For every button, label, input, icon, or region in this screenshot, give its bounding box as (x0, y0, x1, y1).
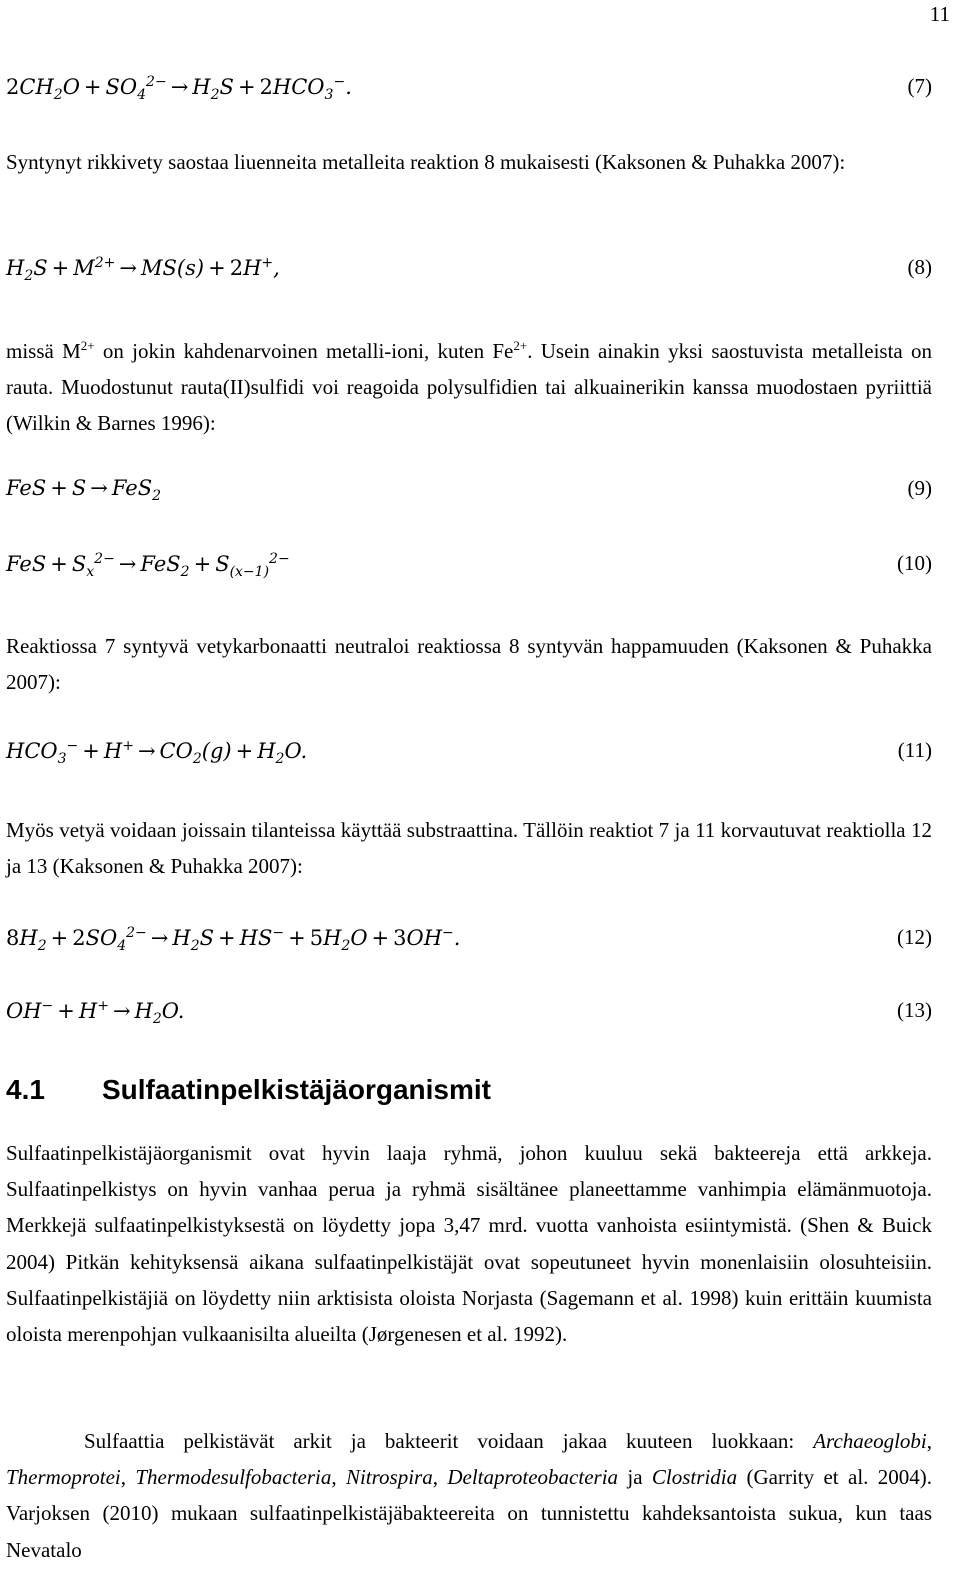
equation-9-formula: FeS + S → FeS$_2$ (6, 476, 162, 505)
equation-10-number: (10) (897, 551, 932, 575)
paragraph-2 (6, 328, 932, 442)
paragraph-6-text-a: Sulfaattia pelkistävät arkit ja bakteerit voidaan jakaa kuuteen luokkaan: (84, 1429, 814, 1453)
section-title: Sulfaatinpelkistäjäorganismit (102, 1074, 491, 1105)
taxon-name: Nitrospira (345, 1465, 433, 1490)
paragraph-1: Syntynyt rikkivety saostaa liuenneita metalleita reaktion 8 mukaisesti (Kaksonen & Puhakka 2007): (6, 150, 846, 174)
separator: , (331, 1465, 346, 1490)
paragraph-2-text-a: missä M (6, 339, 81, 363)
equation-13-number: (13) (897, 998, 932, 1022)
paragraph-6 (6, 1423, 932, 1568)
section-number: 4.1 (6, 1074, 45, 1105)
equation-10 (6, 551, 932, 587)
taxon-name: Archaeoglobi (813, 1429, 927, 1453)
superscript: 2+ (80, 338, 95, 353)
paragraph-6-text-c: (Garrity et al. 2004). Varjoksen (2010) mukaan sulfaatinpelkistäjäbakteereita on tunnistettu kahdeksantoista sukua, kun taas Nevatalo (6, 1465, 933, 1562)
equation-11-number: (11) (897, 738, 932, 762)
equation-7 (6, 74, 932, 110)
paragraph-3: Reaktiossa 7 syntyvä vetykarbonaatti neutraloi reaktiossa 8 syntyvän happamuuden (Kaksonen & Puhakka 2007): (6, 634, 932, 695)
equation-8-formula: $H_2S + M^{2+} \to MS(s) + 2H^+$, (6, 255, 280, 285)
equation-13 (6, 998, 932, 1034)
equation-9 (6, 476, 932, 512)
equation-8 (6, 255, 932, 291)
section-heading (6, 1074, 491, 1106)
separator: , (120, 1465, 136, 1490)
equation-9-number: (9) (907, 476, 932, 500)
paragraph-6-text-b: ja (618, 1465, 652, 1490)
equation-12-formula: $8H_2 + 2SO_4^{2-} \to H_2S + HS^- + 5H_2O + 3OH^-$. (6, 925, 461, 955)
equation-13-formula: $OH^- + H^+ \to H_2O$. (6, 998, 185, 1028)
paragraph-2-text-c: . Usein ainakin yksi saostuvista metalleista on rauta. Muodostunut rauta(II)sulfidi voi reagoida polysulfidien tai alkuainerikin kanssa muodostaen pyriittiä (Wilkin & Barnes 1996): (6, 339, 932, 436)
page-number: 11 (929, 2, 950, 26)
separator: , (926, 1429, 932, 1453)
equation-11 (6, 738, 932, 774)
equation-12-number: (12) (897, 925, 932, 949)
equation-12 (6, 925, 932, 961)
equation-7-number: (7) (907, 74, 932, 98)
paragraph-5: Sulfaatinpelkistäjäorganismit ovat hyvin laaja ryhmä, johon kuuluu sekä bakteereja että arkkeja. Sulfaatinpelkistys on hyvin vanhaa perua ja ryhmä sisältänee planeettamme vanhimpia elämänmuotoja. Merkkejä sulfaatinpelkistyksestä on löydetty jopa 3,47 mrd. vuotta vanhoista esiintymistä. (Shen & Buick 2004) Pitkän kehityksensä aikana sulfaatinpelkistäjät ovat sopeutuneet hyvin monenlaisiin olosuhteisiin. Sulfaatinpelkistäjiä on löydetty niin arktisista oloista Norjasta (Sagemann et al. 1998) kuin erittäin kuumista oloista merenpohjan vulkaanisilta alueilta (Jørgenesen et al. 1992). (6, 1141, 932, 1347)
equation-8-number: (8) (907, 255, 932, 279)
taxon-name: Clostridia (651, 1465, 738, 1490)
taxon-name: Thermoprotei (6, 1465, 121, 1490)
equation-10-formula: FeS + $S_x^{2-} \to FeS_2 + S_{(x-1)}^{2-}$ (6, 551, 290, 581)
separator: , (432, 1465, 448, 1490)
taxon-name: Deltaproteobacteria (447, 1465, 619, 1490)
equation-11-formula: $HCO_3^- + H^+ \to CO_2(g) + H_2O$. (6, 738, 308, 768)
paragraph-2-text-b: on jokin kahdenarvoinen metalli-ioni, kuten Fe (94, 339, 514, 363)
taxon-name: Thermodesulfobacteria (135, 1465, 332, 1490)
paragraph-4: Myös vetyä voidaan joissain tilanteissa käyttää substraattina. Tällöin reaktiot 7 ja 11 korvautuvat reaktiolla 12 ja 13 (Kaksonen & Puhakka 2007): (6, 818, 932, 879)
superscript: 2+ (513, 338, 528, 353)
equation-7-formula: $2CH_2O + SO_4^{2-} \to H_2S + 2HCO_3^-$. (6, 74, 352, 104)
